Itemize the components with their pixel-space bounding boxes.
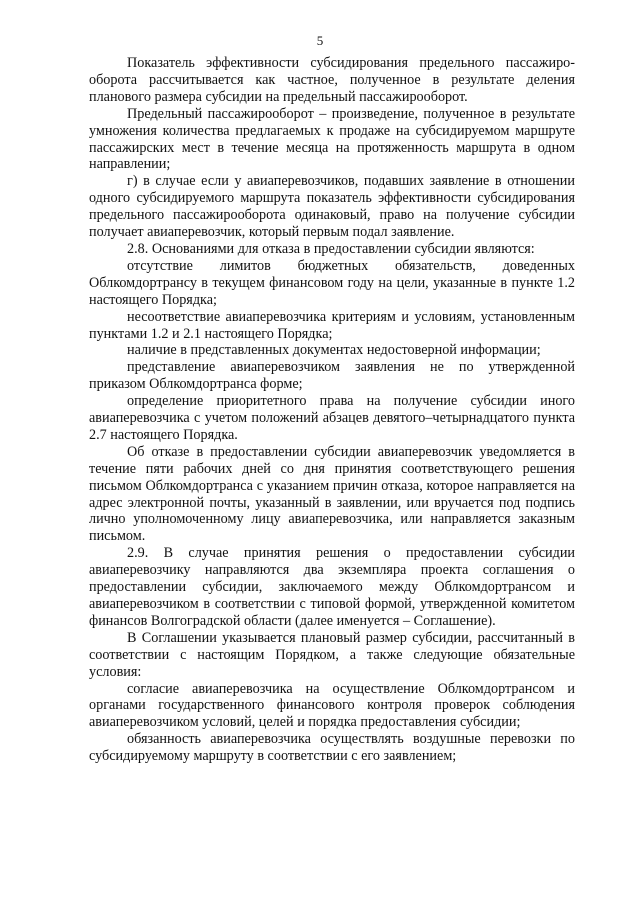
paragraph-false-information: наличие в представленных документах недостоверной информации; — [127, 342, 541, 359]
paragraph-inspection-consent: согласие авиаперевозчика на осуществление Облкомдортрансом и органами государственного финансового контроля проверок соблюдения авиаперевозчиком условий, целей и порядка предоставления субсидии; — [89, 680, 575, 731]
paragraph-efficiency-indicator: Показатель эффективности субсидирования предельного пассажиро-оборота рассчитывается как частное, полученное в результате деления планового размера субсидии на предельный пассажирооборот. — [89, 55, 575, 105]
paragraph-refusal-notice: Об отказе в предоставлении субсидии авиаперевозчик уведомляется в течение пяти рабочих дней со дня принятия соответствующего решения письмом Облкомдортранса с указанием причин отказа, которое направляется на адрес электронной почты, указанный в заявлении, или вручается под подпись лично уполномоченному лицу авиаперевозчика, или направляется заказным письмом. — [89, 443, 575, 545]
paragraph-priority-right: определение приоритетного права на получение субсидии иного авиаперевозчика с учетом положений абзацев девятого–четырнадцатого пункта 2.7 настоящего Порядка. — [89, 393, 575, 443]
paragraph-criteria-mismatch: несоответствие авиаперевозчика критериям и условиям, установленным пунктами 1.2 и 2.1 настоящего Порядка; — [89, 308, 575, 342]
paragraph-2-8-refusal-grounds: 2.8. Основаниями для отказа в предоставлении субсидии являются: — [127, 240, 535, 257]
paragraph-no-budget-limits: отсутствие лимитов бюджетных обязательств, доведенных Облкомдортрансу в текущем финансовом году на цели, указанные в пункте 1.2 настоящего Порядка; — [89, 257, 575, 308]
paragraph-equal-efficiency: г) в случае если у авиаперевозчиков, подавших заявление в отношении одного субсидируемого маршрута показатель эффективности субсидирования предельного пассажирооборота одинаковый, право на получение субсидии получает авиаперевозчик, который первым подал заявление. — [89, 173, 575, 241]
paragraph-limit-passenger-turnover: Предельный пассажирооборот – произведение, полученное в результате умножения количества предлагаемых к продаже на субсидируемом маршруте пассажирских мест в течение месяца на протяженность маршрута в одном направлении; — [89, 105, 575, 173]
document-body — [89, 55, 575, 765]
paragraph-agreement-content: В Соглашении указывается плановый размер субсидии, рассчитанный в соответствии с настоящим Порядком, а также следующие обязательные условия: — [89, 629, 575, 680]
paragraph-wrong-form: представление авиаперевозчиком заявления не по утвержденной приказом Облкомдортранса форме; — [89, 359, 575, 393]
page-number: 5 — [316, 33, 324, 48]
paragraph-2-9-agreement-draft: 2.9. В случае принятия решения о предоставлении субсидии авиаперевозчику направляются два экземпляра проекта соглашения о предоставлении субсидии, заключаемого между Облкомдортрансом и авиаперевозчиком в соответствии с типовой формой, утвержденной комитетом финансов Волгоградской области (далее именуется – Соглашение). — [89, 545, 575, 629]
paragraph-transport-obligation: обязанность авиаперевозчика осуществлять воздушные перевозки по субсидируемому маршруту в соответствии с его заявлением; — [89, 731, 575, 765]
